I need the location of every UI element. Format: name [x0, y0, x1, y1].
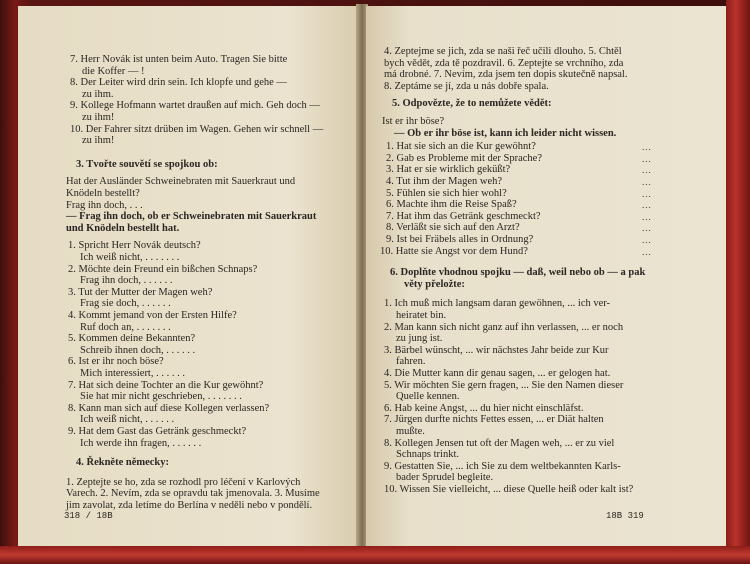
section-heading: věty přeložte:	[404, 278, 465, 290]
exercise-line: Mich interessiert, . . . . . .	[80, 368, 185, 379]
exercise-line: bader Sprudel begleite.	[396, 472, 494, 484]
exercise-line: 5. Fühlen sie sich hier wohl?	[386, 187, 507, 199]
exercise-line: die Koffer — !	[82, 65, 145, 77]
right-page	[366, 6, 726, 546]
exercise-line: 9. Hat dem Gast das Getränk geschmeckt?	[68, 426, 247, 437]
exercise-line: 9. Kollege Hofmann wartet draußen auf mich. Geh doch —	[70, 100, 320, 112]
exercise-line: 6. Machte ihm die Reise Spaß?	[386, 199, 517, 211]
exercise-line: 8. Kollegen Jensen tut oft der Magen weh, ... er zu viel	[384, 437, 615, 449]
answer-blank: ...	[642, 177, 652, 187]
exercise-line: Sie hat mir nicht geschrieben, . . . . . . .	[80, 391, 242, 403]
left-page	[18, 6, 358, 546]
exercise-line: Schnaps trinkt.	[396, 449, 459, 461]
exercise-line: 1. Hat sie sich an die Kur gewöhnt?	[386, 141, 536, 153]
answer-blank: ...	[642, 235, 652, 245]
exercise-line: 3. Bärbel wünscht, ... wir nächstes Jahr beide zur Kur	[384, 344, 609, 356]
exercise-line: 7. Hat ihm das Getränk geschmeckt?	[386, 210, 541, 222]
exercise-line: 7. Jürgen durfte nichts Fettes essen, ... er Diät halten	[384, 414, 604, 426]
exercise-line: Frag ihn doch, . . . . . .	[80, 275, 173, 287]
exercise-line: Varech. 2. Nevím, zda se opravdu tak jmenovala. 3. Musíme	[66, 488, 320, 500]
exercise-line: 2. Man kann sich nicht ganz auf ihn verlassen, ... er noch	[384, 321, 624, 333]
exercise-line: mußte.	[396, 426, 425, 437]
exercise-line: 10. Hatte sie Angst vor dem Hund?	[380, 245, 528, 257]
exercise-line: má drobné. 7. Nevím, zda jsem ten dopis skutečně napsal.	[384, 69, 628, 81]
exercise-line: 1. Spricht Herr Novák deutsch?	[68, 240, 201, 252]
exercise-line: 8. Kann man sich auf diese Kollegen verlassen?	[68, 402, 270, 414]
exercise-line: 3. Hat er sie wirklich geküßt?	[386, 164, 511, 176]
book-cover-bottom	[0, 546, 750, 564]
example-line: Hat der Ausländer Schweinebraten mit Sauerkraut und	[66, 176, 296, 188]
page-number: 318 / 18B	[64, 511, 113, 521]
example-line: — Frag ihn doch, ob er Schweinebraten mit Sauerkraut	[66, 211, 317, 223]
exercise-line: 8. Der Leiter wird drin sein. Ich klopfe und gehe —	[70, 77, 287, 89]
exercise-line: zu ihm.	[82, 88, 114, 100]
exercise-line: 1. Ich muß mich langsam daran gewöhnen, ... ich ver-	[384, 298, 611, 310]
answer-blank: ...	[642, 188, 652, 199]
exercise-line: 6. Ist er ihr noch böse?	[68, 356, 164, 368]
exercise-line: zu jung ist.	[396, 333, 443, 345]
example-line: — Ob er ihr böse ist, kann ich leider nicht wissen.	[394, 127, 617, 139]
book-cover-edge	[726, 0, 750, 564]
exercise-line: 7. Hat sich deine Tochter an die Kur gewöhnt?	[68, 379, 264, 391]
exercise-line: jim zavolat, zda letíme do Berlína v neděli nebo v pondělí.	[66, 500, 313, 511]
exercise-line: 9. Ist bei Fräbels alles in Ordnung?	[386, 234, 534, 245]
exercise-line: 8. Zeptáme se jí, zda u nás dobře spala.	[384, 80, 549, 92]
section-heading: 3. Tvořte souvětí se spojkou ob:	[76, 158, 218, 170]
exercise-line: Schreib ihnen doch, . . . . . .	[80, 344, 196, 356]
exercise-line: 4. Die Mutter kann dir genau sagen, ... er gelogen hat.	[384, 368, 611, 379]
answer-blank: ...	[642, 200, 652, 211]
exercise-line: 8. Verläßt sie sich auf den Arzt?	[386, 222, 520, 234]
section-heading: 5. Odpovězte, že to nemůžete vědět:	[392, 98, 552, 110]
exercise-line: 2. Gab es Probleme mit der Sprache?	[386, 152, 542, 164]
answer-blank: ...	[642, 142, 652, 153]
example-line: Frag ihn doch, . . .	[66, 199, 143, 211]
exercise-line: Ich weiß nicht, . . . . . . .	[80, 252, 180, 263]
exercise-line: Frag sie doch, . . . . . .	[80, 298, 171, 310]
example-line: Ist er ihr böse?	[382, 116, 445, 127]
example-line: und Knödeln bestellt hat.	[66, 222, 180, 234]
exercise-line: Ich werde ihn fragen, . . . . . .	[80, 437, 202, 449]
exercise-line: Ich weiß nicht, . . . . . .	[80, 414, 175, 426]
exercise-line: 2. Möchte dein Freund ein bißchen Schnaps?	[68, 263, 258, 275]
exercise-line: 6. Hab keine Angst, ... du hier nicht einschläfst.	[384, 402, 584, 414]
exercise-line: 5. Kommen deine Bekannten?	[68, 333, 196, 345]
exercise-line: 4. Zeptejme se jich, zda se naši řeč učili dlouho. 5. Chtěl	[384, 46, 622, 57]
exercise-line: Quelle kennen.	[396, 391, 460, 403]
section-heading: 4. Řekněte německy:	[76, 457, 170, 469]
exercise-line: 5. Wir möchten Sie gern fragen, ... Sie den Namen dieser	[384, 379, 624, 391]
exercise-line: Ruf doch an, . . . . . . .	[80, 321, 171, 333]
example-line: Knödeln bestellt?	[66, 188, 140, 199]
exercise-line: zu ihm!	[82, 112, 115, 123]
exercise-line: zu ihm!	[82, 135, 115, 147]
answer-blank: ...	[642, 211, 652, 222]
answer-blank: ...	[642, 165, 652, 176]
exercise-line: 7. Herr Novák ist unten beim Auto. Tragen Sie bitte	[70, 54, 288, 65]
page-number: 18B 319	[606, 511, 644, 521]
exercise-line: bych vědět, zda tě pozdravil. 6. Zeptejte se vrchního, zda	[384, 57, 624, 69]
exercise-line: 4. Kommt jemand von der Ersten Hilfe?	[68, 310, 237, 321]
section-heading: 6. Doplňte vhodnou spojku — daß, weil nebo ob — a pak	[390, 267, 646, 279]
exercise-line: 4. Tut ihm der Magen weh?	[386, 176, 503, 187]
exercise-line: 9. Gestatten Sie, ... ich Sie zu dem weltbekannten Karls-	[384, 460, 621, 472]
answer-blank: ...	[642, 153, 652, 164]
exercise-line: 3. Tut der Mutter der Magen weh?	[68, 286, 213, 298]
answer-blank: ...	[642, 223, 652, 234]
exercise-line: fahren.	[396, 356, 426, 368]
exercise-line: 1. Zeptejte se ho, zda se rozhodl pro léčení v Karlových	[66, 476, 301, 488]
exercise-line: 10. Wissen Sie vielleicht, ... diese Quelle heiß oder kalt ist?	[384, 484, 634, 495]
exercise-line: heiratet bin.	[396, 310, 447, 321]
answer-blank: ...	[642, 246, 652, 257]
exercise-line: 10. Der Fahrer sitzt drüben im Wagen. Gehen wir schnell —	[70, 123, 324, 135]
